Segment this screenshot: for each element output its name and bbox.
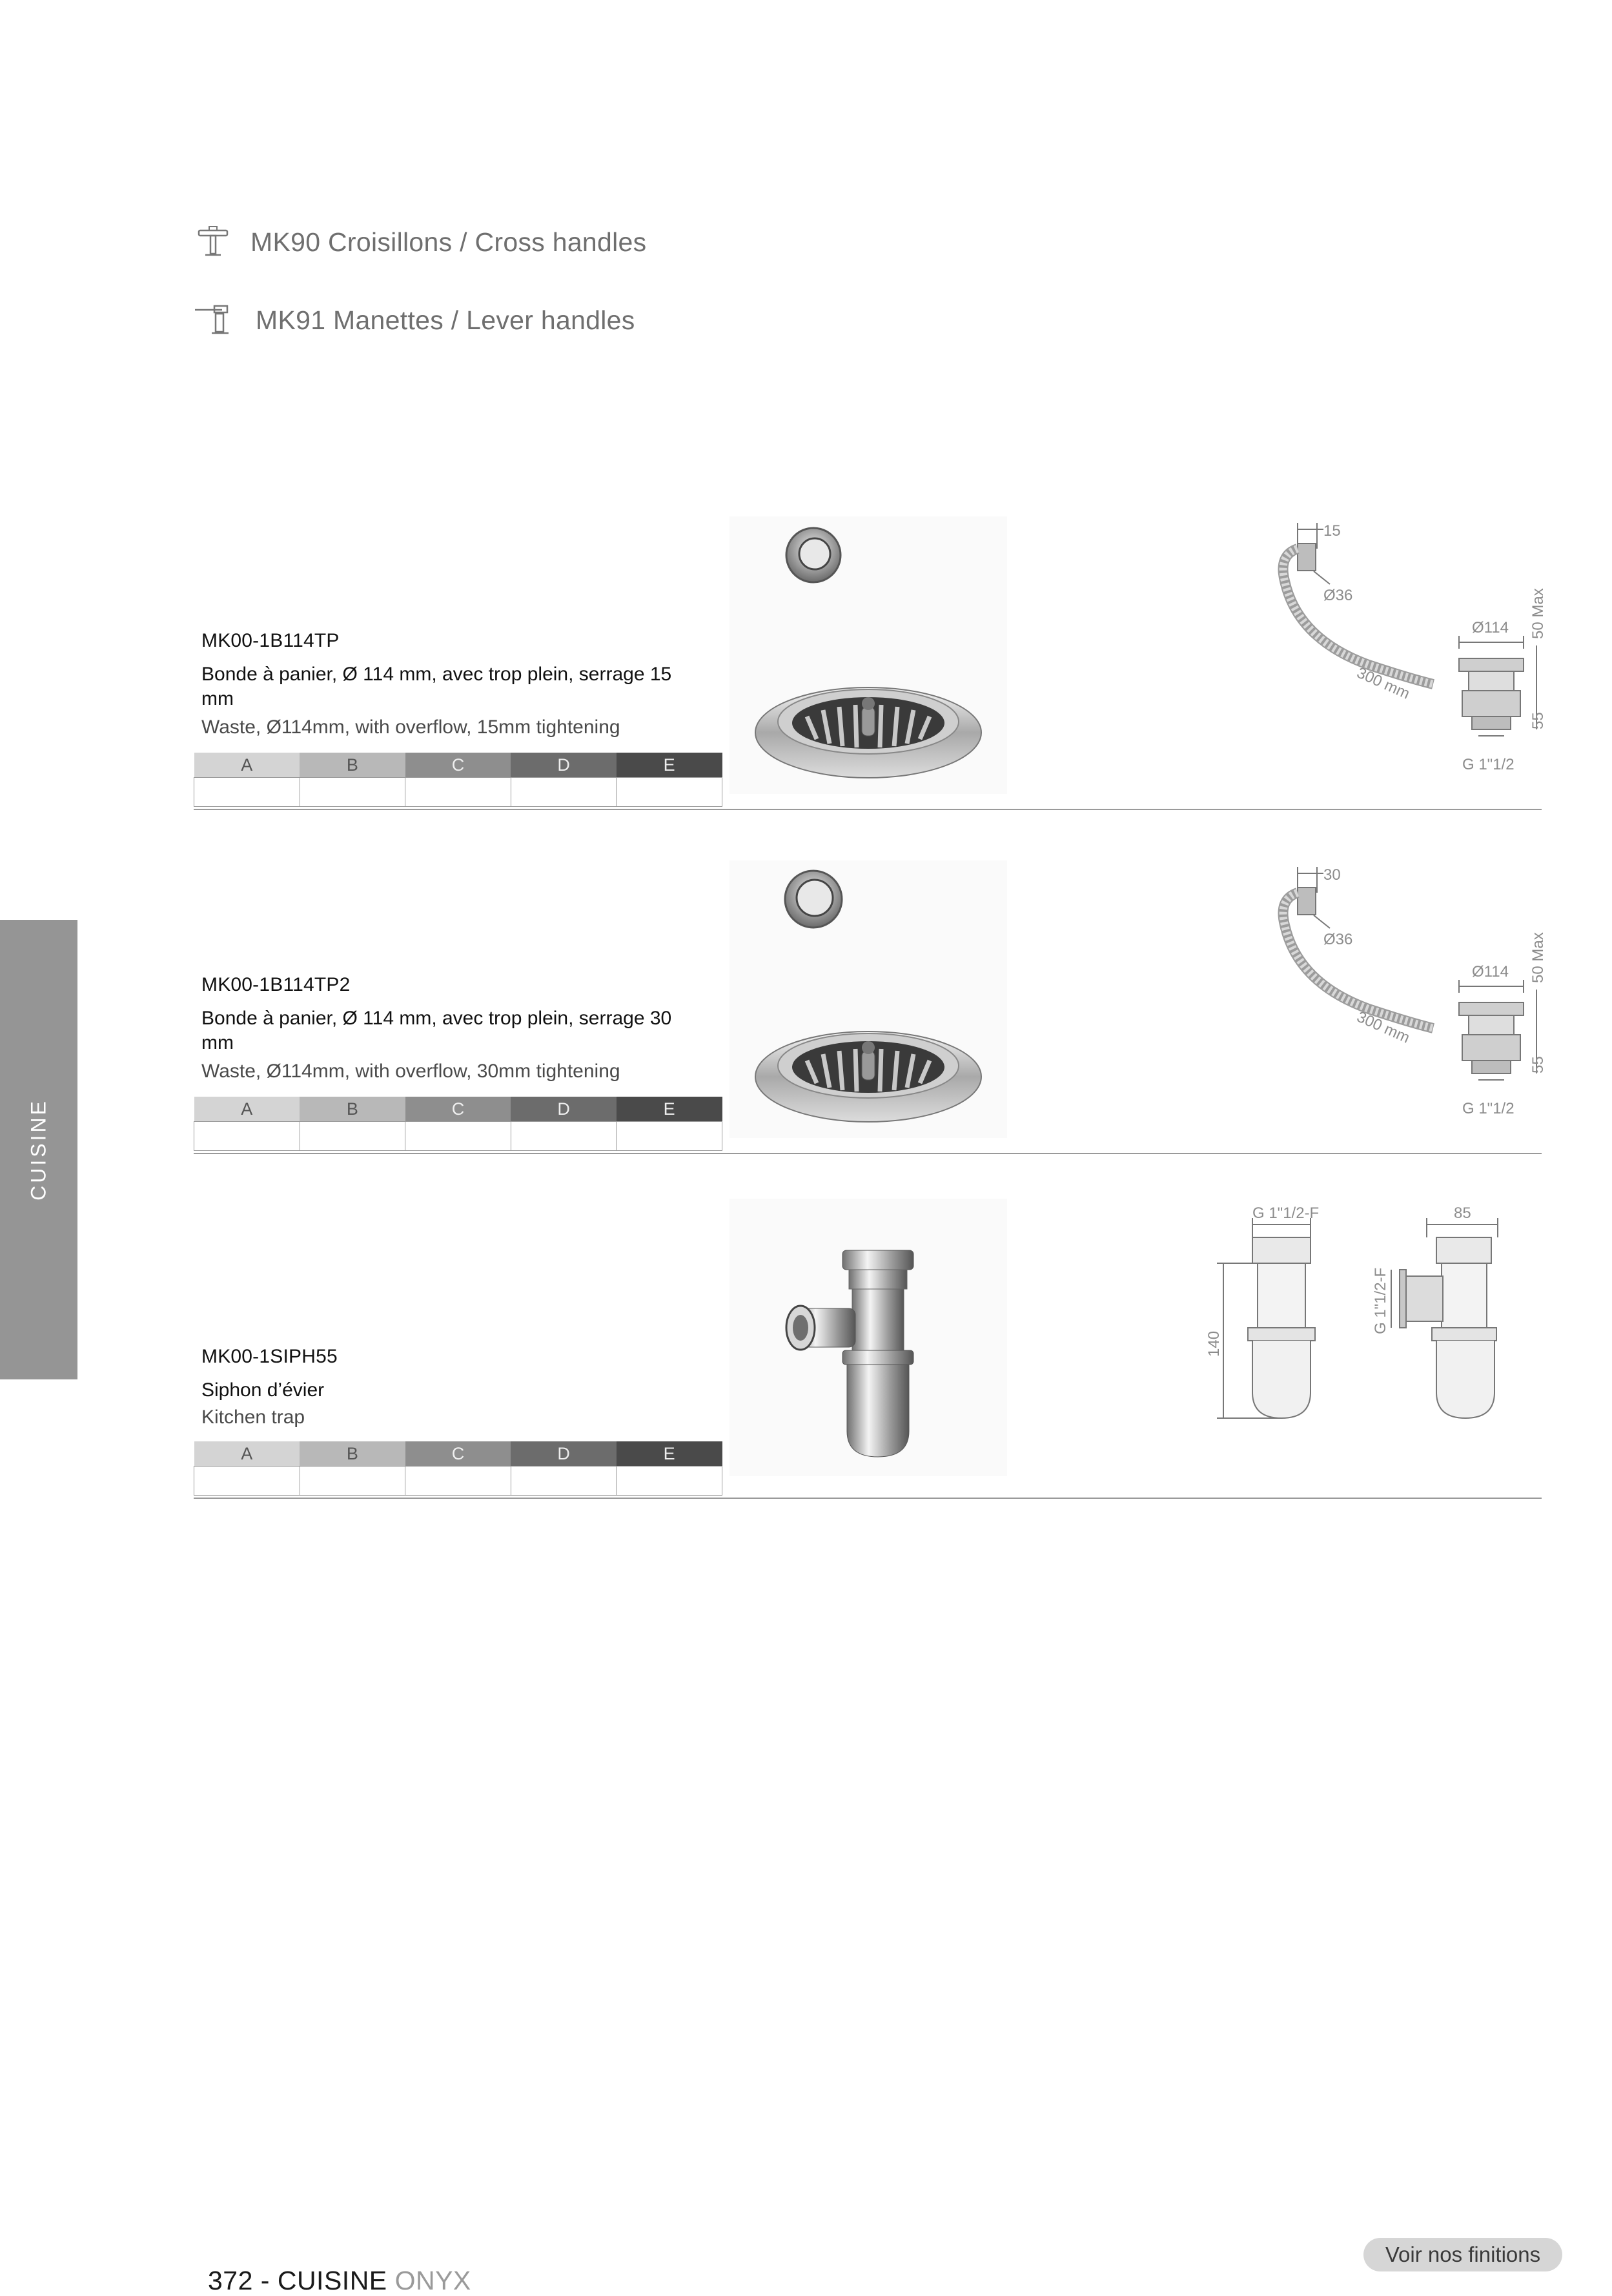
side-tab-cuisine[interactable] — [0, 920, 77, 1379]
finish-cell-b — [300, 1467, 405, 1496]
dim-thread-side: G 1"1/2-F — [1372, 1267, 1389, 1334]
lever-handle-icon — [192, 301, 238, 340]
dim-height: 140 — [1205, 1330, 1223, 1357]
finish-table — [194, 1097, 722, 1151]
collection-name: ONYX — [394, 2266, 471, 2295]
finish-header-e: E — [617, 753, 722, 778]
dim-thread: G 1"1/2 — [1462, 1100, 1515, 1117]
finish-cell-e — [617, 778, 722, 807]
finish-cell-d — [511, 778, 617, 807]
dim-overflow: Ø36 — [1323, 587, 1353, 604]
product-row — [194, 854, 1547, 1157]
finish-header-e: E — [617, 1097, 722, 1122]
product-description-fr: Bonde à panier, Ø 114 mm, avec trop plein, serrage 30 mm — [201, 1008, 672, 1053]
finish-cell-e — [617, 1122, 722, 1151]
row-separator — [194, 809, 1542, 810]
finish-cell-b — [300, 778, 405, 807]
finish-header-c: C — [405, 1097, 511, 1122]
finish-table — [194, 753, 722, 807]
product-ref: MK00-1B114TP2 — [201, 974, 351, 995]
dim-basket: Ø114 — [1472, 963, 1509, 980]
finish-header-b: B — [300, 1441, 405, 1467]
dim-max-height: 50 Max — [1529, 932, 1547, 983]
dim-hose: 300 mm — [1354, 1008, 1413, 1047]
siphon-image — [786, 1250, 913, 1457]
dim-top: 15 — [1323, 522, 1341, 540]
basket-strainer-image — [755, 1031, 981, 1122]
dim-height: 55 — [1529, 712, 1547, 729]
finish-header-a: A — [194, 1441, 300, 1467]
finish-cell-b — [300, 1122, 405, 1151]
dim-top: 30 — [1323, 866, 1341, 884]
view-finishes-button[interactable]: Voir nos finitions — [1363, 2238, 1562, 2271]
legend-text: MK90 Croisillons / Cross handles — [250, 227, 647, 257]
dim-thread-top: G 1"1/2-F — [1252, 1204, 1320, 1222]
finish-header-b: B — [300, 1097, 405, 1122]
finish-cell-d — [511, 1122, 617, 1151]
product-photo — [729, 1199, 1007, 1476]
finish-header-b: B — [300, 753, 405, 778]
technical-drawing — [1181, 1199, 1543, 1470]
finish-cell-d — [511, 1467, 617, 1496]
technical-drawing — [1240, 510, 1549, 781]
product-description-en: Kitchen trap — [201, 1407, 305, 1428]
product-photo — [729, 860, 1007, 1138]
product-ref: MK00-1B114TP — [201, 630, 340, 651]
page-footer — [208, 2266, 471, 2296]
basket-strainer-image — [755, 687, 981, 778]
legend-cross-handles — [194, 223, 646, 261]
dim-hose: 300 mm — [1354, 664, 1413, 703]
product-photo — [729, 516, 1007, 794]
finish-header-a: A — [194, 1097, 300, 1122]
legend-lever-handles — [192, 301, 635, 340]
finish-cell-a — [194, 1467, 300, 1496]
finish-cell-e — [617, 1467, 722, 1496]
product-row — [194, 510, 1547, 813]
dim-max-height: 50 Max — [1529, 588, 1547, 639]
dim-overflow: Ø36 — [1323, 931, 1353, 948]
technical-drawing — [1240, 854, 1549, 1125]
overflow-ring-image — [786, 528, 841, 582]
finish-cell-a — [194, 1122, 300, 1151]
cross-handle-icon — [194, 223, 232, 261]
product-row — [194, 1199, 1542, 1502]
product-ref: MK00-1SIPH55 — [201, 1346, 338, 1367]
row-separator — [194, 1153, 1542, 1154]
product-description-en: Waste, Ø114mm, with overflow, 15mm tightening — [201, 716, 620, 738]
finish-cell-a — [194, 778, 300, 807]
finish-header-c: C — [405, 1441, 511, 1467]
finish-header-c: C — [405, 753, 511, 778]
legend-text: MK91 Manettes / Lever handles — [256, 305, 635, 335]
row-separator — [194, 1498, 1542, 1499]
finish-header-d: D — [511, 1441, 617, 1467]
finish-cell-c — [405, 1122, 511, 1151]
finish-header-d: D — [511, 753, 617, 778]
dim-height: 55 — [1529, 1056, 1547, 1073]
finish-table — [194, 1441, 722, 1496]
side-tab-label: CUISINE — [26, 1099, 50, 1201]
product-description-fr: Bonde à panier, Ø 114 mm, avec trop plein, serrage 15 mm — [201, 664, 672, 709]
product-description-fr: Siphon d’évier — [201, 1379, 325, 1401]
finish-header-a: A — [194, 753, 300, 778]
finish-header-d: D — [511, 1097, 617, 1122]
finish-header-e: E — [617, 1441, 722, 1467]
dim-thread: G 1"1/2 — [1462, 756, 1515, 773]
overflow-ring-image — [785, 871, 842, 928]
page-number: 372 - CUISINE — [208, 2266, 387, 2295]
dim-basket: Ø114 — [1472, 619, 1509, 636]
finish-cell-c — [405, 778, 511, 807]
finish-cell-c — [405, 1467, 511, 1496]
dim-width: 85 — [1454, 1204, 1471, 1222]
product-description-en: Waste, Ø114mm, with overflow, 30mm tightening — [201, 1061, 620, 1082]
